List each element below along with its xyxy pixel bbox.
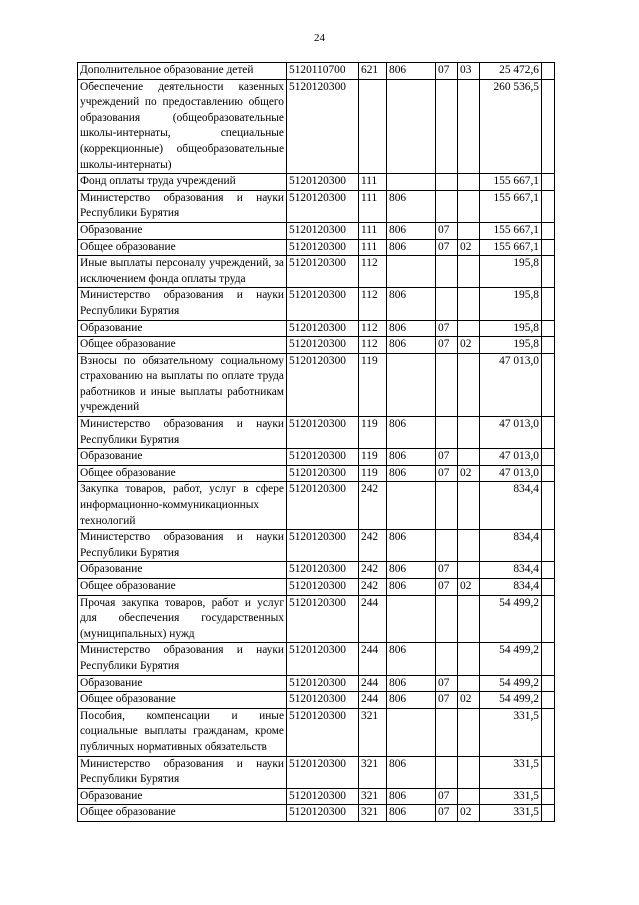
subsection-cell — [458, 353, 480, 416]
amount-cell: 47 013,0 — [480, 449, 542, 466]
expense-type-cell: 621 — [359, 63, 387, 80]
section-cell: 07 — [436, 63, 458, 80]
amount-cell: 155 667,1 — [480, 239, 542, 256]
amount-cell: 54 499,2 — [480, 675, 542, 692]
section-cell: 07 — [436, 222, 458, 239]
expense-name-cell: Общее образование — [78, 337, 287, 354]
ministry-code-cell: 806 — [387, 675, 436, 692]
ministry-code-cell: 806 — [387, 190, 436, 222]
ministry-code-cell — [387, 256, 436, 288]
expense-name-cell: Закупка товаров, работ, услуг в сфере информационно-коммуникационных технологий — [78, 482, 287, 530]
amount-cell: 54 499,2 — [480, 595, 542, 643]
section-cell — [436, 353, 458, 416]
target-article-cell: 5120120300 — [287, 788, 359, 805]
target-article-cell: 5120120300 — [287, 320, 359, 337]
empty-cell — [542, 337, 555, 354]
expense-type-cell: 321 — [359, 788, 387, 805]
table-row — [78, 562, 555, 579]
target-article-cell: 5120120300 — [287, 465, 359, 482]
subsection-cell — [458, 530, 480, 562]
expense-type-cell: 119 — [359, 353, 387, 416]
ministry-code-cell: 806 — [387, 222, 436, 239]
section-cell: 07 — [436, 320, 458, 337]
expense-type-cell: 244 — [359, 643, 387, 675]
expense-name-cell: Дополнительное образование детей — [78, 63, 287, 80]
target-article-cell: 5120120300 — [287, 337, 359, 354]
expense-name-cell: Образование — [78, 562, 287, 579]
expense-name-cell: Общее образование — [78, 465, 287, 482]
expense-type-cell: 321 — [359, 805, 387, 822]
expense-type-cell: 242 — [359, 579, 387, 596]
section-cell: 07 — [436, 337, 458, 354]
amount-cell: 834,4 — [480, 530, 542, 562]
amount-cell: 54 499,2 — [480, 643, 542, 675]
subsection-cell: 02 — [458, 692, 480, 709]
ministry-code-cell — [387, 79, 436, 174]
expense-name-cell: Министерство образования и науки Республики Бурятия — [78, 756, 287, 788]
expense-type-cell: 119 — [359, 417, 387, 449]
subsection-cell: 02 — [458, 337, 480, 354]
subsection-cell — [458, 756, 480, 788]
expense-name-cell: Взносы по обязательному социальному страхованию на выплаты по оплате труда работников и иные выплаты работникам учреждений — [78, 353, 287, 416]
empty-cell — [542, 530, 555, 562]
expense-type-cell: 244 — [359, 675, 387, 692]
expense-type-cell: 112 — [359, 256, 387, 288]
empty-cell — [542, 239, 555, 256]
table-row — [78, 756, 555, 788]
expense-name-cell: Министерство образования и науки Республики Бурятия — [78, 417, 287, 449]
ministry-code-cell: 806 — [387, 465, 436, 482]
target-article-cell: 5120120300 — [287, 482, 359, 530]
table-row — [78, 417, 555, 449]
empty-cell — [542, 465, 555, 482]
table-row — [78, 482, 555, 530]
expense-name-cell: Прочая закупка товаров, работ и услуг для обеспечения государственных (муниципальных) нужд — [78, 595, 287, 643]
expense-name-cell: Министерство образования и науки Республики Бурятия — [78, 288, 287, 320]
expense-name-cell: Иные выплаты персоналу учреждений, за исключением фонда оплаты труда — [78, 256, 287, 288]
empty-cell — [542, 190, 555, 222]
amount-cell: 155 667,1 — [480, 222, 542, 239]
ministry-code-cell: 806 — [387, 530, 436, 562]
target-article-cell: 5120120300 — [287, 805, 359, 822]
ministry-code-cell: 806 — [387, 805, 436, 822]
section-cell — [436, 256, 458, 288]
expense-name-cell: Образование — [78, 788, 287, 805]
target-article-cell: 5120120300 — [287, 239, 359, 256]
table-row — [78, 692, 555, 709]
subsection-cell — [458, 320, 480, 337]
expense-name-cell: Обеспечение деятельности казенных учреждений по предоставлению общего образования (общеобразовательные школы-интернаты, специальные (коррекционные) общеобразовательные школы-интернаты) — [78, 79, 287, 174]
table-row — [78, 465, 555, 482]
target-article-cell: 5120120300 — [287, 708, 359, 756]
empty-cell — [542, 562, 555, 579]
subsection-cell: 02 — [458, 805, 480, 822]
section-cell — [436, 756, 458, 788]
amount-cell: 331,5 — [480, 788, 542, 805]
ministry-code-cell: 806 — [387, 788, 436, 805]
expense-type-cell: 112 — [359, 320, 387, 337]
empty-cell — [542, 643, 555, 675]
table-row — [78, 449, 555, 466]
subsection-cell: 02 — [458, 465, 480, 482]
section-cell: 07 — [436, 788, 458, 805]
expense-name-cell: Министерство образования и науки Республики Бурятия — [78, 190, 287, 222]
ministry-code-cell: 806 — [387, 756, 436, 788]
empty-cell — [542, 756, 555, 788]
amount-cell: 834,4 — [480, 482, 542, 530]
target-article-cell: 5120120300 — [287, 449, 359, 466]
table-row — [78, 530, 555, 562]
amount-cell: 331,5 — [480, 756, 542, 788]
target-article-cell: 5120110700 — [287, 63, 359, 80]
section-cell: 07 — [436, 465, 458, 482]
section-cell — [436, 482, 458, 530]
section-cell — [436, 708, 458, 756]
subsection-cell — [458, 643, 480, 675]
table-row — [78, 239, 555, 256]
subsection-cell — [458, 190, 480, 222]
empty-cell — [542, 708, 555, 756]
section-cell — [436, 174, 458, 191]
target-article-cell: 5120120300 — [287, 79, 359, 174]
empty-cell — [542, 174, 555, 191]
table-body — [78, 63, 555, 822]
expense-name-cell: Образование — [78, 675, 287, 692]
empty-cell — [542, 256, 555, 288]
target-article-cell: 5120120300 — [287, 595, 359, 643]
table-row — [78, 788, 555, 805]
amount-cell: 47 013,0 — [480, 353, 542, 416]
expense-type-cell: 119 — [359, 465, 387, 482]
target-article-cell: 5120120300 — [287, 562, 359, 579]
empty-cell — [542, 63, 555, 80]
empty-cell — [542, 692, 555, 709]
section-cell: 07 — [436, 692, 458, 709]
subsection-cell — [458, 595, 480, 643]
table-row — [78, 256, 555, 288]
ministry-code-cell: 806 — [387, 239, 436, 256]
amount-cell: 155 667,1 — [480, 190, 542, 222]
table-row — [78, 79, 555, 174]
expense-name-cell: Министерство образования и науки Республики Бурятия — [78, 643, 287, 675]
page-number: 24 — [314, 32, 325, 44]
amount-cell: 25 472,6 — [480, 63, 542, 80]
empty-cell — [542, 788, 555, 805]
expense-name-cell: Фонд оплаты труда учреждений — [78, 174, 287, 191]
expense-type-cell: 112 — [359, 288, 387, 320]
subsection-cell — [458, 675, 480, 692]
expense-name-cell: Общее образование — [78, 692, 287, 709]
ministry-code-cell: 806 — [387, 417, 436, 449]
table-row — [78, 708, 555, 756]
expense-type-cell: 242 — [359, 530, 387, 562]
table-row — [78, 63, 555, 80]
expense-type-cell: 321 — [359, 708, 387, 756]
ministry-code-cell: 806 — [387, 288, 436, 320]
expense-type-cell: 244 — [359, 692, 387, 709]
section-cell — [436, 643, 458, 675]
subsection-cell: 03 — [458, 63, 480, 80]
amount-cell: 331,5 — [480, 805, 542, 822]
table-row — [78, 595, 555, 643]
ministry-code-cell — [387, 353, 436, 416]
table-row — [78, 643, 555, 675]
section-cell: 07 — [436, 675, 458, 692]
expense-type-cell: 111 — [359, 239, 387, 256]
ministry-code-cell: 806 — [387, 562, 436, 579]
amount-cell: 195,8 — [480, 256, 542, 288]
expense-type-cell: 321 — [359, 756, 387, 788]
amount-cell: 195,8 — [480, 320, 542, 337]
expense-name-cell: Пособия, компенсации и иные социальные выплаты гражданам, кроме публичных нормативных обязательств — [78, 708, 287, 756]
amount-cell: 54 499,2 — [480, 692, 542, 709]
subsection-cell — [458, 288, 480, 320]
expense-type-cell: 242 — [359, 482, 387, 530]
table-row — [78, 174, 555, 191]
table-row — [78, 337, 555, 354]
target-article-cell: 5120120300 — [287, 756, 359, 788]
section-cell: 07 — [436, 805, 458, 822]
empty-cell — [542, 675, 555, 692]
target-article-cell: 5120120300 — [287, 190, 359, 222]
table-row — [78, 353, 555, 416]
expense-type-cell: 112 — [359, 337, 387, 354]
amount-cell: 260 536,5 — [480, 79, 542, 174]
amount-cell: 47 013,0 — [480, 465, 542, 482]
target-article-cell: 5120120300 — [287, 579, 359, 596]
subsection-cell — [458, 256, 480, 288]
section-cell — [436, 190, 458, 222]
ministry-code-cell: 806 — [387, 320, 436, 337]
target-article-cell: 5120120300 — [287, 417, 359, 449]
empty-cell — [542, 805, 555, 822]
section-cell: 07 — [436, 449, 458, 466]
section-cell: 07 — [436, 239, 458, 256]
subsection-cell — [458, 449, 480, 466]
subsection-cell: 02 — [458, 579, 480, 596]
subsection-cell — [458, 417, 480, 449]
expense-type-cell: 242 — [359, 562, 387, 579]
target-article-cell: 5120120300 — [287, 692, 359, 709]
subsection-cell — [458, 482, 480, 530]
ministry-code-cell: 806 — [387, 449, 436, 466]
ministry-code-cell: 806 — [387, 63, 436, 80]
section-cell: 07 — [436, 579, 458, 596]
target-article-cell: 5120120300 — [287, 675, 359, 692]
empty-cell — [542, 288, 555, 320]
empty-cell — [542, 320, 555, 337]
target-article-cell: 5120120300 — [287, 256, 359, 288]
empty-cell — [542, 222, 555, 239]
target-article-cell: 5120120300 — [287, 643, 359, 675]
table-row — [78, 320, 555, 337]
expense-type-cell: 111 — [359, 174, 387, 191]
expense-type-cell: 111 — [359, 222, 387, 239]
expense-type-cell — [359, 79, 387, 174]
subsection-cell — [458, 79, 480, 174]
budget-table — [77, 62, 555, 822]
section-cell — [436, 530, 458, 562]
amount-cell: 155 667,1 — [480, 174, 542, 191]
amount-cell: 195,8 — [480, 288, 542, 320]
section-cell — [436, 288, 458, 320]
empty-cell — [542, 353, 555, 416]
target-article-cell: 5120120300 — [287, 222, 359, 239]
ministry-code-cell — [387, 174, 436, 191]
expense-name-cell: Образование — [78, 320, 287, 337]
amount-cell: 195,8 — [480, 337, 542, 354]
empty-cell — [542, 482, 555, 530]
ministry-code-cell: 806 — [387, 643, 436, 675]
expense-type-cell: 244 — [359, 595, 387, 643]
section-cell — [436, 79, 458, 174]
target-article-cell: 5120120300 — [287, 174, 359, 191]
table-row — [78, 222, 555, 239]
empty-cell — [542, 449, 555, 466]
ministry-code-cell: 806 — [387, 337, 436, 354]
target-article-cell: 5120120300 — [287, 288, 359, 320]
expense-type-cell: 111 — [359, 190, 387, 222]
table-row — [78, 579, 555, 596]
table-row — [78, 288, 555, 320]
ministry-code-cell — [387, 595, 436, 643]
ministry-code-cell: 806 — [387, 692, 436, 709]
ministry-code-cell — [387, 482, 436, 530]
subsection-cell — [458, 788, 480, 805]
ministry-code-cell — [387, 708, 436, 756]
empty-cell — [542, 595, 555, 643]
section-cell: 07 — [436, 562, 458, 579]
amount-cell: 834,4 — [480, 562, 542, 579]
expense-name-cell: Министерство образования и науки Республики Бурятия — [78, 530, 287, 562]
subsection-cell — [458, 708, 480, 756]
expense-name-cell: Общее образование — [78, 239, 287, 256]
empty-cell — [542, 79, 555, 174]
target-article-cell: 5120120300 — [287, 530, 359, 562]
table-row — [78, 805, 555, 822]
section-cell — [436, 595, 458, 643]
amount-cell: 834,4 — [480, 579, 542, 596]
expense-name-cell: Образование — [78, 449, 287, 466]
subsection-cell — [458, 174, 480, 191]
section-cell — [436, 417, 458, 449]
expense-name-cell: Общее образование — [78, 805, 287, 822]
table-row — [78, 675, 555, 692]
expense-type-cell: 119 — [359, 449, 387, 466]
table-row — [78, 190, 555, 222]
ministry-code-cell: 806 — [387, 579, 436, 596]
subsection-cell: 02 — [458, 239, 480, 256]
amount-cell: 47 013,0 — [480, 417, 542, 449]
expense-name-cell: Общее образование — [78, 579, 287, 596]
amount-cell: 331,5 — [480, 708, 542, 756]
subsection-cell — [458, 222, 480, 239]
empty-cell — [542, 579, 555, 596]
target-article-cell: 5120120300 — [287, 353, 359, 416]
expense-name-cell: Образование — [78, 222, 287, 239]
empty-cell — [542, 417, 555, 449]
subsection-cell — [458, 562, 480, 579]
